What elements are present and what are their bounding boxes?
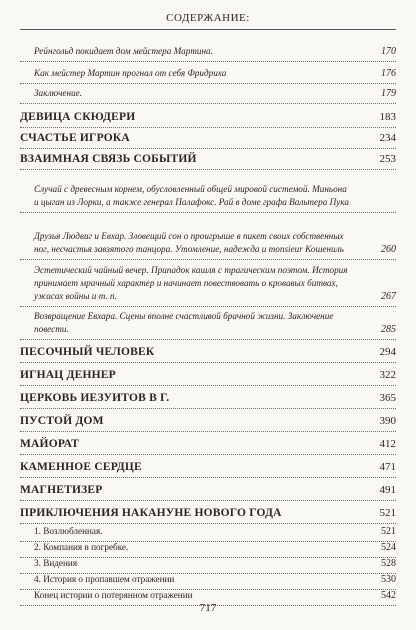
toc-entry: [20, 526, 396, 542]
toc-entry-title: Друзья Людвиг и Евхар. Зловещий сон о проигрыше в пикет своих собственных ног, несчастья завзятого танцора. Утомление, надежда и monsieur Кошениль: [34, 231, 344, 254]
toc-entry-page: 521: [379, 507, 396, 519]
toc-entry: [20, 213, 396, 260]
toc-entry-title: Рейнгольд покидает дом мейстера Мартина.: [34, 46, 213, 56]
toc-entry-page: 176: [381, 68, 396, 79]
toc-entry: [20, 501, 396, 524]
toc-entry: [20, 386, 396, 409]
toc-entry: [20, 455, 396, 478]
toc-entry-title: СЧАСТЬЕ ИГРОКА: [20, 132, 130, 144]
toc-entry-page: 524: [381, 542, 396, 553]
toc-entry-title: Как мейстер Мартин прогнал от себя Фридриха: [34, 68, 227, 78]
toc-entry-page: 365: [379, 392, 396, 404]
toc-entry-title: МАЙОРАТ: [20, 438, 79, 450]
toc-entry-page: 542: [381, 590, 396, 601]
toc-entry-page: 390: [379, 415, 396, 427]
page-number: 717: [199, 602, 217, 614]
toc-entry-title: ДЕВИЦА СКЮДЕРИ: [20, 111, 136, 123]
toc-entry-title: 4. История о пропавшем отражении: [34, 574, 175, 584]
toc-entry-title: Эстетический чайный вечер. Припадок кашля с трагическим поэтом. История принимает мрачный характер и начинает повествовать о кровавых битвах, ужасах войны и т. п.: [34, 265, 348, 301]
toc-entry: [20, 128, 396, 149]
toc-entry: [20, 104, 396, 128]
toc-entry-title: КАМЕННОЕ СЕРДЦЕ: [20, 461, 142, 473]
page-header-title: СОДЕРЖАНИЕ:: [166, 12, 250, 24]
toc-entry-page: 322: [379, 369, 396, 381]
toc-entry: [20, 363, 396, 386]
toc-entry: [20, 62, 396, 84]
toc-entry-title: Возвращение Евхара. Сцены вполне счастливой брачной жизни. Заключение повести.: [34, 311, 334, 334]
toc-entry-page: 267: [381, 291, 396, 302]
toc-entry-page: 491: [379, 484, 396, 496]
toc-entry-title: МАГНЕТИЗЕР: [20, 484, 103, 496]
toc-entry-title: Заключение.: [34, 88, 82, 98]
toc-entry-page: 471: [379, 461, 396, 473]
toc-entry: [20, 307, 396, 340]
toc-entry-title: ПРИКЛЮЧЕНИЯ НАКАНУНЕ НОВОГО ГОДА: [20, 507, 282, 519]
toc-entry-title: 3. Видения: [34, 558, 78, 568]
toc-entry-title: 2. Компания в погребке.: [34, 542, 129, 552]
toc-entry-page: 179: [381, 88, 396, 99]
toc-entry-page: 285: [381, 324, 396, 335]
toc-entry-page: 183: [379, 111, 396, 123]
toc-entry-title: ЦЕРКОВЬ ИЕЗУИТОВ В Г.: [20, 392, 170, 404]
toc-entry-page: 412: [379, 438, 396, 450]
toc-entry: [20, 36, 396, 62]
toc-entry-page: 528: [381, 558, 396, 569]
toc-entry-page: 253: [379, 153, 396, 165]
toc-entry-page: 170: [381, 46, 396, 57]
toc-entry: [20, 432, 396, 455]
toc-entry-title: ВЗАИМНАЯ СВЯЗЬ СОБЫТИЙ: [20, 153, 197, 165]
toc-entry-title: Случай с древесным корнем, обусловленный общей мировой системой. Миньона и цыган из Лорки, а также генерал Палафокс. Рай в доме графа Вальтера Пука: [34, 184, 349, 207]
toc-entry: [20, 542, 396, 558]
toc-entry-page: 260: [381, 244, 396, 255]
toc-entry: [20, 260, 396, 307]
header-rule: [20, 29, 396, 30]
toc-entry: [20, 558, 396, 574]
toc-entry: [20, 409, 396, 432]
toc-entry-page: 530: [381, 574, 396, 585]
toc-entry: [20, 340, 396, 363]
toc-entry-title: ПЕСОЧНЫЙ ЧЕЛОВЕК: [20, 346, 155, 358]
toc-entry: [20, 149, 396, 170]
toc-entry-title: ИГНАЦ ДЕННЕР: [20, 369, 116, 381]
toc-entry-title: 1. Возлюбленная.: [34, 526, 103, 536]
toc-entry: [20, 84, 396, 104]
toc-entry-title: Конец истории о потерянном отражении: [34, 590, 193, 600]
toc-entry-title: ПУСТОЙ ДОМ: [20, 415, 104, 427]
toc-entry: [20, 478, 396, 501]
toc-entry: [20, 170, 396, 213]
toc-entry-page: 521: [381, 526, 396, 537]
toc-entry-page: 294: [379, 346, 396, 358]
toc-entry: [20, 574, 396, 590]
toc-entry-page: 234: [379, 132, 396, 144]
